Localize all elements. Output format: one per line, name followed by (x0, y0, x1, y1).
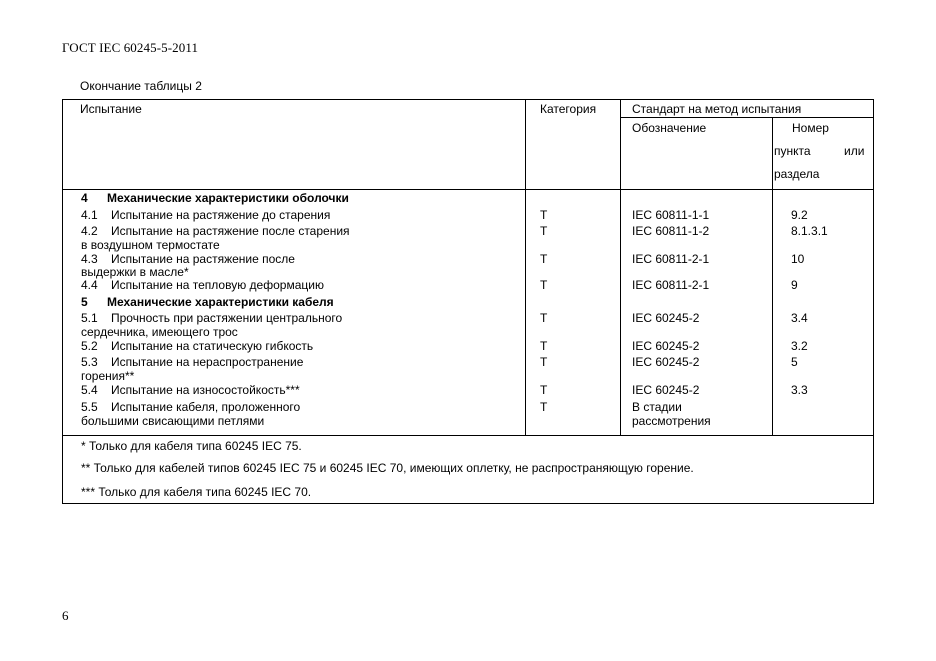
row-5-1-category: Т (540, 311, 548, 325)
row-4-4-standard: IEC 60811-2-1 (632, 278, 710, 292)
row-4-2-test-line1: Испытание на растяжение после старения (111, 224, 350, 238)
row-4-4-num: 4.4 (81, 278, 98, 292)
row-4-1-section: 9.2 (791, 208, 808, 222)
footnote-1: * Только для кабеля типа 60245 IEC 75. (81, 439, 302, 453)
row-5-2-category: Т (540, 339, 548, 353)
row-5-3-test-line2: горения** (81, 369, 135, 383)
row-5-5-category: Т (540, 400, 548, 414)
row-5-num: 5 (81, 295, 88, 309)
row-5-3-num: 5.3 (81, 355, 98, 369)
row-5-1-standard: IEC 60245-2 (632, 311, 700, 325)
row-4-4-category: Т (540, 278, 548, 292)
table-caption: Окончание таблицы 2 (80, 79, 202, 93)
col-header-number-item: пункта (774, 144, 811, 158)
table-border-left (62, 99, 63, 504)
row-4-1-num: 4.1 (81, 208, 98, 222)
row-5-4-num: 5.4 (81, 383, 98, 397)
row-4-test: Механические характеристики оболочки (107, 191, 349, 205)
row-4-4-section: 9 (791, 278, 798, 292)
row-5-2-standard: IEC 60245-2 (632, 339, 700, 353)
table-border-right (873, 99, 874, 504)
row-5-5-test-line1: Испытание кабеля, проложенного (111, 400, 301, 414)
col-header-designation: Обозначение (632, 121, 707, 135)
footnote-3: *** Только для кабеля типа 60245 IEC 70. (81, 485, 312, 499)
col-header-test: Испытание (80, 102, 142, 116)
col-header-number-or: или (844, 144, 865, 158)
row-5-1-num: 5.1 (81, 311, 98, 325)
row-5-1-section: 3.4 (791, 311, 808, 325)
header-subdivider (620, 117, 874, 118)
row-4-3-section: 10 (791, 252, 805, 266)
row-5-5-test-line2: большими свисающими петлями (81, 414, 265, 428)
row-4-2-standard: IEC 60811-1-2 (632, 224, 710, 238)
row-5-3-section: 5 (791, 355, 798, 369)
row-5-4-category: Т (540, 383, 548, 397)
column-divider-section (772, 117, 773, 435)
col-header-standard: Стандарт на метод испытания (632, 102, 802, 116)
col-header-category: Категория (540, 102, 597, 116)
page-number: 6 (62, 608, 69, 623)
row-4-1-test: Испытание на растяжение до старения (111, 208, 331, 222)
row-4-1-standard: IEC 60811-1-1 (632, 208, 710, 222)
col-header-number: Номер (792, 121, 829, 135)
row-5-1-test-line1: Прочность при растяжении центрального (111, 311, 343, 325)
row-4-2-category: Т (540, 224, 548, 238)
row-5-2-num: 5.2 (81, 339, 98, 353)
row-5-3-standard: IEC 60245-2 (632, 355, 700, 369)
row-4-3-num: 4.3 (81, 252, 98, 266)
row-5-2-section: 3.2 (791, 339, 808, 353)
row-4-2-section: 8.1.3.1 (791, 224, 828, 238)
row-4-3-category: Т (540, 252, 548, 266)
footnotes-top-rule (62, 435, 874, 436)
row-4-3-test-line2: выдержки в масле* (81, 265, 189, 279)
row-5-2-test: Испытание на статическую гибкость (111, 339, 314, 353)
row-5-1-test-line2: сердечника, имеющего трос (81, 325, 238, 339)
row-4-num: 4 (81, 191, 88, 205)
row-5-4-section: 3.3 (791, 383, 808, 397)
row-4-1-category: Т (540, 208, 548, 222)
footnote-2: ** Только для кабелей типов 60245 IEC 75 и 60245 IEC 70, имеющих оплетку, не распространяющую горение. (81, 461, 694, 475)
document-header: ГОСТ IEC 60245-5-2011 (62, 40, 199, 55)
table-border-bottom (62, 503, 874, 504)
header-bottom-rule (62, 189, 874, 190)
column-divider-standard (620, 99, 621, 435)
row-4-3-standard: IEC 60811-2-1 (632, 252, 710, 266)
row-5-4-test: Испытание на износостойкость*** (111, 383, 300, 397)
row-5-5-standard-line2: рассмотрения (632, 414, 711, 428)
row-5-5-standard-line1: В стадии (632, 400, 682, 414)
row-5-3-category: Т (540, 355, 548, 369)
row-4-4-test: Испытание на тепловую деформацию (111, 278, 324, 292)
row-4-2-test-line2: в воздушном термостате (81, 238, 220, 252)
row-5-5-num: 5.5 (81, 400, 98, 414)
tests-table (62, 99, 874, 504)
row-4-2-num: 4.2 (81, 224, 98, 238)
row-5-3-test-line1: Испытание на нераспространение (111, 355, 304, 369)
row-4-3-test-line1: Испытание на растяжение после (111, 252, 295, 266)
row-5-4-standard: IEC 60245-2 (632, 383, 700, 397)
col-header-number-section: раздела (774, 167, 820, 181)
table-border-top (62, 99, 874, 100)
row-5-test: Механические характеристики кабеля (107, 295, 334, 309)
column-divider-category (525, 99, 526, 435)
